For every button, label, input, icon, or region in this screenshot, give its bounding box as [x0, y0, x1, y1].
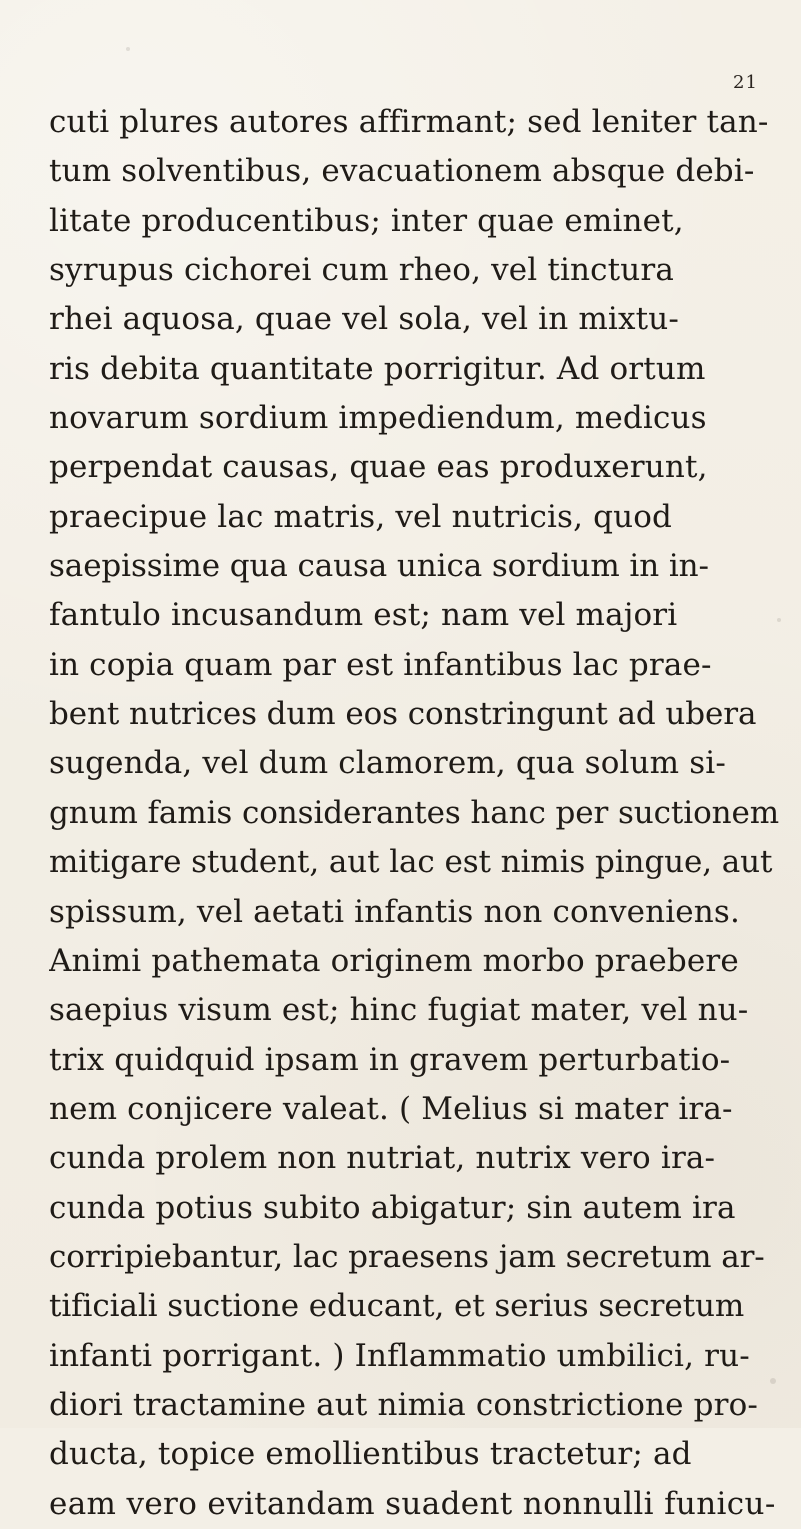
text-line: trix quidquid ipsam in gravem perturbatio- [49, 1041, 731, 1078]
text-line: saepissime qua causa unica sordium in in- [49, 548, 709, 585]
text-line: cunda prolem non nutriat, nutrix vero ira- [49, 1140, 716, 1177]
text-line: praecipue lac matris, vel nutricis, quod [49, 498, 673, 535]
text-line: cuti plures autores affirmant; sed leniter tan- [49, 104, 769, 140]
text-line: diori tractamine aut nimia constrictione pro- [49, 1386, 759, 1423]
text-line: sugenda, vel dum clamorem, qua solum si- [49, 745, 726, 782]
text-line: syrupus cichorei cum rheo, vel tinctura [49, 252, 674, 289]
text-line: infanti porrigant. ) Inflammatio umbilici, ru- [49, 1337, 750, 1374]
text-line: in copia quam par est infantibus lac prae- [49, 646, 712, 683]
text-line: tificiali suctione educant, et serius secretum [49, 1288, 745, 1325]
text-line: perpendat causas, quae eas produxerunt, [49, 449, 708, 486]
document-body [49, 98, 779, 1529]
text-line: tum solventibus, evacuationem absque debi- [49, 153, 755, 190]
text-line: litate producentibus; inter quae eminet, [49, 202, 684, 239]
text-line: eam vero evitandam suadent nonnulli funicu- [49, 1485, 776, 1522]
text-line: spissum, vel aetati infantis non conveniens. [49, 893, 740, 930]
text-line: gnum famis considerantes hanc per suctionem [49, 794, 779, 831]
page-speck-1 [126, 47, 130, 51]
text-line: saepius visum est; hinc fugiat mater, vel nu- [49, 992, 749, 1029]
page-number: 21 [733, 72, 758, 93]
text-line: corripiebantur, lac praesens jam secretum ar- [49, 1238, 765, 1275]
text-line: fantulo incusandum est; nam vel majori [49, 597, 678, 634]
text-line: ducta, topice emollientibus tractetur; ad [49, 1436, 692, 1473]
text-line: cunda potius subito abigatur; sin autem ira [49, 1189, 736, 1226]
text-line: novarum sordium impediendum, medicus [49, 400, 707, 437]
text-line: ris debita quantitate porrigitur. Ad ortum [49, 350, 706, 387]
text-line: mitigare student, aut lac est nimis pingue, aut [49, 844, 773, 881]
text-line: bent nutrices dum eos constringunt ad ubera [49, 696, 757, 733]
text-line: nem conjicere valeat. ( Melius si mater ira- [49, 1090, 733, 1127]
text-line: Animi pathemata originem morbo praebere [49, 942, 739, 979]
text-line: rhei aquosa, quae vel sola, vel in mixtu- [49, 301, 679, 338]
